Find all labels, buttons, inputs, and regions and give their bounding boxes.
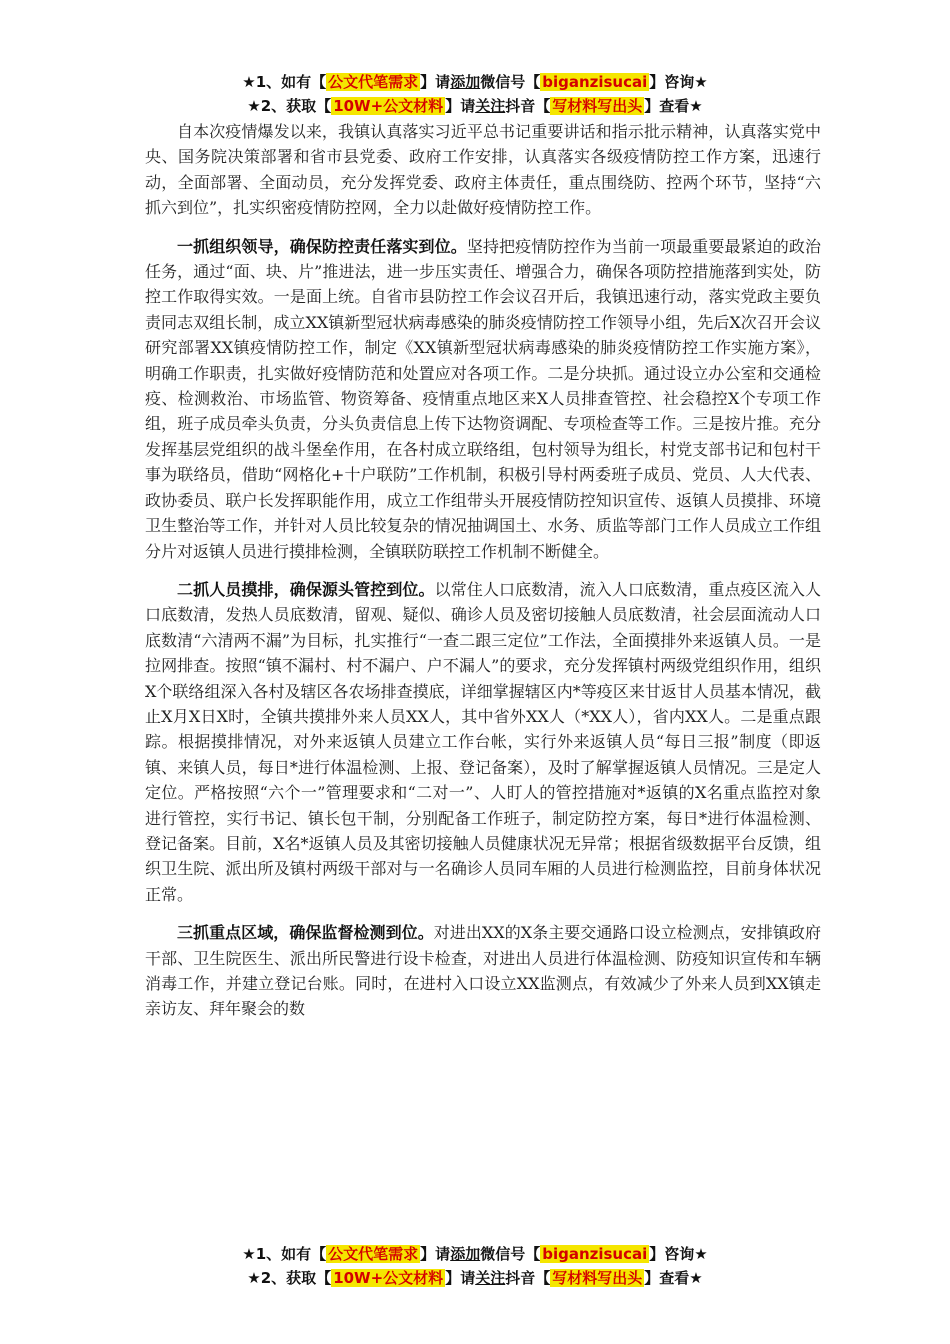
underlined-text: 关注 xyxy=(475,1269,506,1287)
section-heading: 一抓组织领导，确保防控责任落实到位。 xyxy=(177,236,467,256)
highlight-text: biganzisucai xyxy=(542,73,648,91)
paragraph-section-1 xyxy=(145,234,821,564)
underlined-text: 关注 xyxy=(475,97,506,115)
banner-text: 】请 xyxy=(445,97,476,115)
banner-text: ★1、如有【 xyxy=(242,73,327,91)
paragraph-section-3 xyxy=(145,920,821,1022)
banner-text: 】查看★ xyxy=(644,1269,703,1287)
highlight-text: 10W+公文材料 xyxy=(333,97,444,115)
section-heading: 三抓重点区域，确保监督检测到位。 xyxy=(177,923,434,943)
highlight-text: 公文代笔需求 xyxy=(328,73,419,91)
banner-text: 】请 xyxy=(420,1245,451,1263)
promo-banner-top xyxy=(145,70,805,118)
banner-line-1 xyxy=(145,1242,805,1266)
paragraph-text: 坚持把疫情防控作为当前一项最重要最紧迫的政治任务，通过“面、块、片”推进法，进一步压实责任、增强合力，确保各项防控措施落到实处，防控工作取得实效。一是面上统。自省市县防控工作会议召开后，我镇迅速行动，落实党政主要负责同志双组长制，成立XX镇新型冠状病毒感染的肺炎疫情防控工作领导小组，先后X次召开会议研究部署XX镇疫情防控工作，制定《XX镇新型冠状病毒感染的肺炎疫情防控工作实施方案》，明确工作职责，扎实做好疫情防范和处置应对各项工作。二是分块抓。通过设立办公室和交通检疫、检测救治、市场监管、物资筹备、疫情重点地区来X人员排查管控、社会稳控X个专项工作组，班子成员牵头负责，分头负责信息上传下达物资调配、专项检查等工作。三是按片推。充分发挥基层党组织的战斗堡垒作用，在各村成立联络组，包村领导为组长，村党支部书记和包村干事为联络员，借助“网格化+十户联防”工作机制，积极引导村两委班子成员、党员、人大代表、政协委员、联户长发挥职能作用，成立工作组带头开展疫情防控知识宣传、返镇人员摸排、环境卫生整治等工作，并针对人员比较复杂的情况抽调国土、水务、质监等部门工作人员成立工作组分片对返镇人员进行摸排检测，全镇联防联控工作机制不断健全。 xyxy=(145,236,821,561)
banner-line-2 xyxy=(145,1266,805,1290)
paragraph-intro xyxy=(145,119,821,221)
section-heading: 二抓人员摸排，确保源头管控到位。 xyxy=(177,579,435,599)
banner-text: 抖音【 xyxy=(505,1269,551,1287)
highlight-text: 10W+公文材料 xyxy=(333,1269,444,1287)
highlight-text: 写材料写出头 xyxy=(552,1269,643,1287)
paragraph-text: 以常住人口底数清，流入人口底数清，重点疫区流入人口底数清，发热人员底数清，留观、疑似、确诊人员及密切接触人员底数清，社会层面流动人口底数清“六清两不漏”为目标，扎实推行“一查二跟三定位”工作法，全面摸排外来返镇人员。一是拉网排查。按照“镇不漏村、村不漏户、户不漏人”的要求，充分发挥镇村两级党组织作用，组织X个联络组深入各村及辖区各农场排查摸底，详细掌握辖区内*等疫区来甘返甘人员基本情况，截止X月X日X时，全镇共摸排外来人员XX人，其中省外XX人（*XX人），省内XX人。二是重点跟踪。根据摸排情况，对外来返镇人员建立工作台帐，实行外来返镇人员“每日三报”制度（即返镇、来镇人员，每日*进行体温检测、上报、登记备案），及时了解掌握返镇人员情况。三是定人定位。严格按照“六个一”管理要求和“二对一”、人盯人的管控措施对*返镇的X名重点监控对象进行管控，实行书记、镇长包干制，分别配备工作班子，制定防控方案，每日*进行体温检测、登记备案。目前，X名*返镇人员及其密切接触人员健康状况无异常；根据省级数据平台反馈，组织卫生院、派出所及镇村两级干部对与一名确诊人员同车厢的人员进行检测监控，目前身体状况正常。 xyxy=(145,579,821,904)
banner-text: 微信号【 xyxy=(480,1245,541,1263)
document-body xyxy=(145,119,821,1035)
underlined-text: 添加 xyxy=(450,73,481,91)
paragraph-text: 自本次疫情爆发以来，我镇认真落实习近平总书记重要讲话和指示批示精神，认真落实党中央、国务院决策部署和省市县党委、政府工作安排，认真落实各级疫情防控工作方案，迅速行动，全面部署、全面动员，充分发挥党委、政府主体责任，重点围绕防、控两个环节，坚持“六抓六到位”，扎实织密疫情防控网，全力以赴做好疫情防控工作。 xyxy=(145,122,821,218)
banner-text: 】请 xyxy=(420,73,451,91)
banner-text: ★1、如有【 xyxy=(242,1245,327,1263)
banner-line-1 xyxy=(145,70,805,94)
highlight-text: 写材料写出头 xyxy=(552,97,643,115)
promo-banner-bottom xyxy=(145,1242,805,1290)
banner-line-2 xyxy=(145,94,805,118)
highlight-text: 公文代笔需求 xyxy=(328,1245,419,1263)
banner-text: 】咨询★ xyxy=(649,1245,708,1263)
underlined-text: 添加 xyxy=(450,1245,481,1263)
banner-text: 】咨询★ xyxy=(649,73,708,91)
banner-text: 微信号【 xyxy=(480,73,541,91)
banner-text: 】请 xyxy=(445,1269,476,1287)
paragraph-section-2 xyxy=(145,577,821,907)
highlight-text: biganzisucai xyxy=(542,1245,648,1263)
banner-text: ★2、获取【 xyxy=(247,97,332,115)
banner-text: ★2、获取【 xyxy=(247,1269,332,1287)
banner-text: 】查看★ xyxy=(644,97,703,115)
paragraph-text: 对进出XX的X条主要交通路口设立检测点，安排镇政府干部、卫生院医生、派出所民警进行设卡检查，对进出人员进行体温检测、防疫知识宣传和车辆消毒工作，并建立登记台账。同时，在进村入口设立XX监测点，有效减少了外来人员到XX镇走亲访友、拜年聚会的数 xyxy=(145,923,821,1019)
banner-text: 抖音【 xyxy=(505,97,551,115)
